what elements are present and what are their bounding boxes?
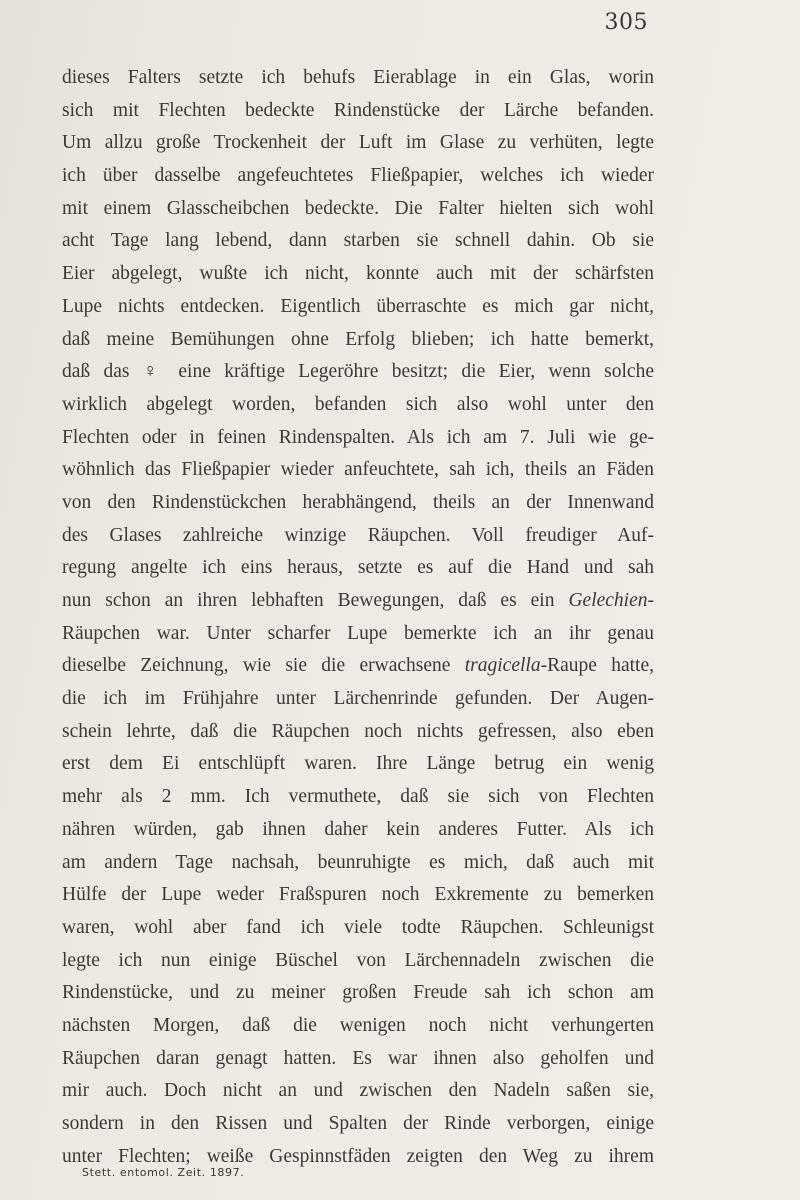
text-line: Flechten oder in feinen Rindenspalten. Als ich am 7. Juli wie ge- [62,426,654,448]
text-line: dieses Falters setzte ich behufs Eierablage in ein Glas, worin [62,67,654,88]
text-line: des Glases zahlreiche winzige Räupchen. Voll freudiger Auf- [62,524,654,546]
text-line: Lupe nichts entdecken. Eigentlich überraschte es mich gar nicht, [62,295,654,317]
text-line: mit einem Glasscheibchen bedeckte. Die Falter hielten sich wohl [62,197,654,219]
text-line: mehr als 2 mm. Ich vermuthete, daß sie sich von Flechten [62,786,654,808]
text-line: daß das ♀ eine kräftige Legeröhre besitzt; die Eier, wenn solche [62,361,654,383]
text-line: unter Flechten; weiße Gespinnstfäden zeigten den Weg zu ihrem [62,1145,654,1167]
text-line: acht Tage lang lebend, dann starben sie schnell dahin. Ob sie [62,230,654,252]
text-line: wöhnlich das Fließpapier wieder anfeuchtete, sah ich, theils an Fäden [62,459,654,481]
text-line: Hülfe der Lupe weder Fraßspuren noch Exkremente zu bemerken [62,884,654,906]
text-line: von den Rindenstückchen herabhängend, theils an der Innenwand [62,491,654,513]
text-line: Räupchen war. Unter scharfer Lupe bemerkte ich an ihr genau [62,622,654,644]
text-line: schein lehrte, daß die Räupchen noch nichts gefressen, also eben [62,720,654,742]
text-line: nun schon an ihren lebhaften Bewegungen, daß es ein Gelechien- [62,590,654,611]
text-line: nähren würden, gab ihnen daher kein anderes Futter. Als ich [62,818,654,840]
page-number: 305 [604,10,648,35]
text-line: sich mit Flechten bedeckte Rindenstücke der Lärche befanden. [62,99,654,121]
text-line: regung angelte ich eins heraus, setzte es auf die Hand und sah [62,557,654,579]
text-line: die ich im Frühjahre unter Lärchenrinde gefunden. Der Augen- [62,688,654,710]
text-line: Um allzu große Trockenheit der Luft im Glase zu verhüten, legte [62,132,654,154]
footer-citation: Stett. entomol. Zeit. 1897. [82,1166,245,1179]
text-line: erst dem Ei entschlüpft waren. Ihre Länge betrug ein wenig [62,753,654,775]
text-line: Eier abgelegt, wußte ich nicht, konnte auch mit der schärfsten [62,263,654,285]
body-text [62,62,654,1173]
text-line: mir auch. Doch nicht an und zwischen den Nadeln saßen sie, [62,1080,654,1102]
text-line: waren, wohl aber fand ich viele todte Räupchen. Schleunigst [62,916,654,938]
text-line: Räupchen daran genagt hatten. Es war ihnen also geholfen und [62,1047,654,1069]
text-line: sondern in den Rissen und Spalten der Rinde verborgen, einige [62,1113,654,1134]
text-line: nächsten Morgen, daß die wenigen noch nicht verhungerten [62,1014,654,1036]
text-line: Rindenstücke, und zu meiner großen Freude sah ich schon am [62,982,654,1004]
text-line: ich über dasselbe angefeuchtetes Fließpapier, welches ich wieder [62,165,654,187]
text-line: legte ich nun einige Büschel von Lärchennadeln zwischen die [62,949,654,971]
text-line: am andern Tage nachsah, beunruhigte es mich, daß auch mit [62,851,654,873]
text-line: dieselbe Zeichnung, wie sie die erwachsene tragicella-Raupe hatte, [62,655,654,677]
text-line: daß meine Bemühungen ohne Erfolg blieben; ich hatte bemerkt, [62,328,654,350]
text-line: wirklich abgelegt worden, befanden sich also wohl unter den [62,393,654,415]
